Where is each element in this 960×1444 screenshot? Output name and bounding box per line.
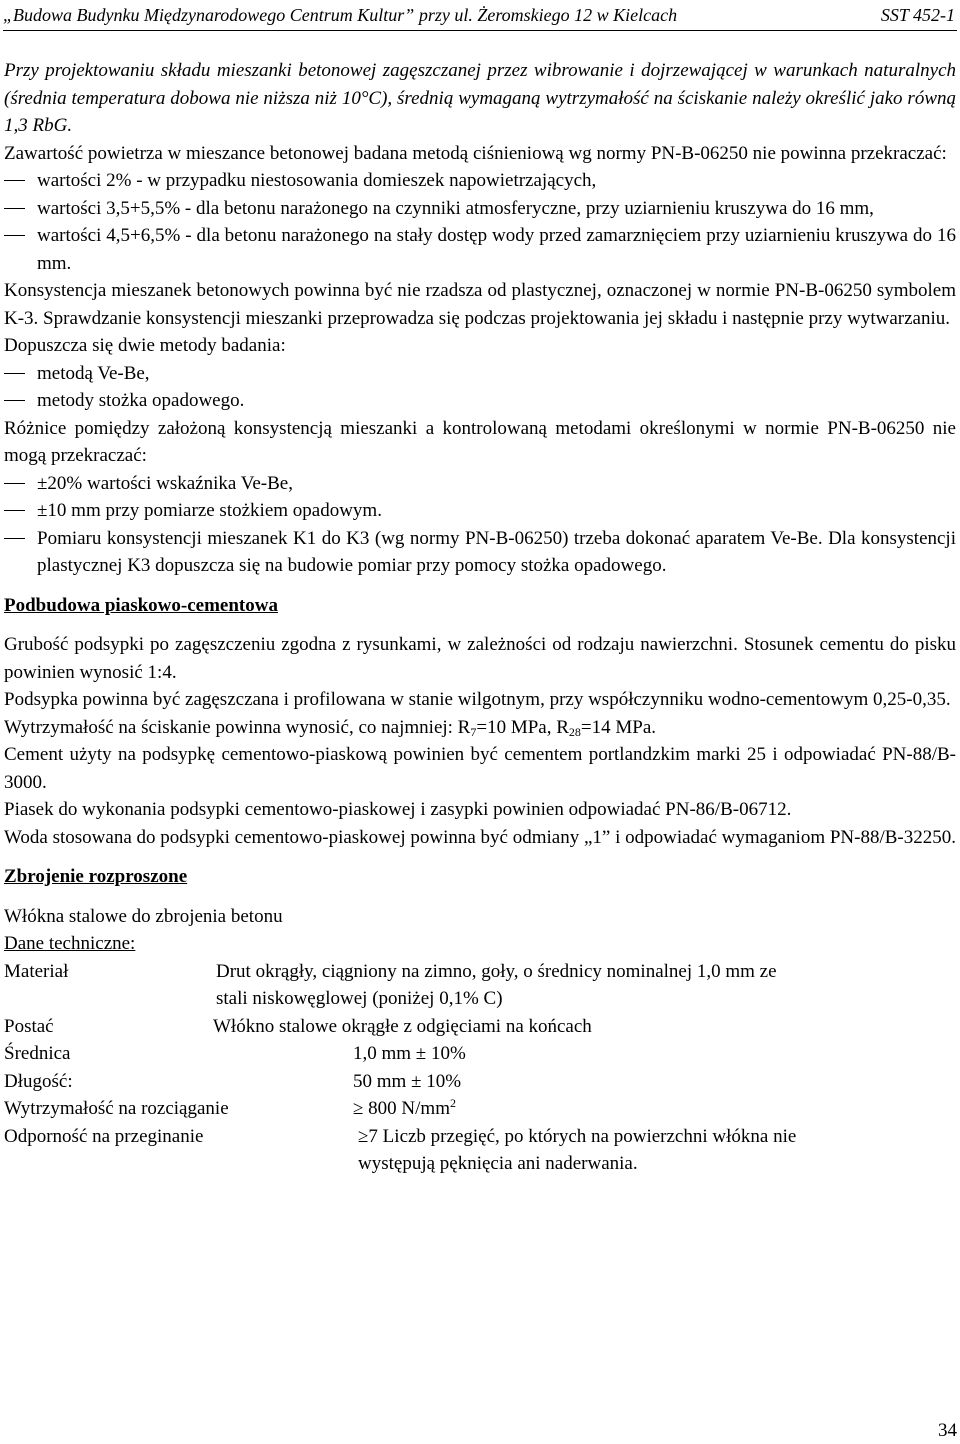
paragraph-sand: Piasek do wykonania podsypki cementowo-piaskowej i zasypki powinien odpowiadać PN-86/B-06712. [4,799,792,820]
paragraph-thickness: Grubość podsypki po zagęszczeniu zgodna z rysunkami, w zależności od rodzaju nawierzchni. Stosunek cementu do pisku powinien wynosić 1:4. [4,634,956,683]
spec-row-diameter: Średnica 1,0 mm ± 10% [4,1043,466,1064]
paragraph-compaction: Podsypka powinna być zagęszczana i profilowana w stanie wilgotnym, przy współczynniku wodno-cementowym 0,25-0,35. [4,689,951,710]
header-doc-code: SST 452-1 [880,5,955,25]
list-item: ±10 mm przy pomiarze stożkiem opadowym. [4,497,956,525]
page-header [3,2,957,31]
paragraph-consistency: Konsystencja mieszanek betonowych powinna być nie rzadsza od plastycznej, oznaczonej w normie PN-B-06250 symbolem K-3. Sprawdzanie konsystencji mieszanki przeprowadza się podczas projektowania jej składu i następnie przy wytwarzaniu. [4,280,956,329]
list-item: metody stożka opadowego. [4,387,956,415]
page-number: 34 [938,1420,957,1441]
tech-spec-table [4,958,956,1178]
dash-bullet-icon [4,195,37,223]
spec-row-bending-cont: występują pęknięcia ani naderwania. [358,1153,638,1174]
list-item: wartości 4,5+6,5% - dla betonu narażonego na stały dostęp wody przed zamarznięciem przy uziarnieniu kruszywa do 16 mm. [4,222,956,277]
paragraph-cement: Cement użyty na podsypkę cementowo-piaskową powinien być cementem portlandzkim marki 25 i odpowiadać PN-88/B-3000. [4,744,956,793]
spec-row-material: Materiał Drut okrągły, ciągniony na zimno, goły, o średnicy nominalnej 1,0 mm ze [4,960,777,982]
paragraph-strength-design: Przy projektowaniu składu mieszanki betonowej zagęszczanej przez wibrowanie i dojrzewającej w warunkach naturalnych (średnia temperatura dobowa nie niższa niż 10°C), średnią wymaganą wytrzymałość na ściskanie należy określić jako równą 1,3 RbG. [4,60,956,136]
spec-row-tensile: Wytrzymałość na rozciąganie ≥ 800 $N/mm^2$ [4,1096,456,1119]
tech-data-label: Dane techniczne: [4,933,136,954]
spec-row-material-cont: stali niskowęglowej (poniżej 0,1% C) [216,988,503,1009]
list-item: wartości 3,5+5,5% - dla betonu narażonego na czynniki atmosferyczne, przy uziarnieniu kruszywa do 16 mm, [4,195,956,223]
paragraph-air-content: Zawartość powietrza w mieszance betonowej badana metodą ciśnieniową wg normy PN-B-06250 nie powinna przekraczać: [4,142,947,164]
document-body [4,57,956,1178]
dash-bullet-icon [4,470,37,498]
list-item: wartości 2% - w przypadku niestosowania domieszek napowietrzających, [4,167,956,195]
dash-bullet-icon [4,497,37,525]
spec-row-bending: Odporność na przeginanie ≥7 Liczb przegięć, po których na powierzchni włókna nie [4,1125,797,1147]
paragraph-differences: Różnice pomiędzy założoną konsystencją mieszanki a kontrolowaną metodami określonymi w normie PN-B-06250 nie mogą przekraczać: [4,417,956,466]
paragraph-compressive-strength: Wytrzymałość na ściskanie powinna wynosić, co najmniej: $R_7=10$ MPa, $R_{28}=14$ MPa. [4,716,657,739]
list-item: ±20% wartości wskaźnika Ve-Be, [4,470,956,498]
paragraph-methods-intro: Dopuszcza się dwie metody badania: [4,335,286,356]
list-item: Pomiaru konsystencji mieszanek K1 do K3 (wg normy PN-B-06250) trzeba dokonać aparatem Ve-Be. Dla konsystencji plastycznej K3 dopuszcza się na budowie pomiar przy pomocy stożka opadowego. [4,525,956,580]
dash-bullet-icon [4,525,37,580]
air-content-list [4,167,956,277]
section-heading-fiber-reinforcement: Zbrojenie rozproszone [4,866,188,887]
header-title: „Budowa Budynku Międzynarodowego Centrum Kultur” przy ul. Żeromskiego 12 w Kielcach [3,5,678,25]
methods-list [4,360,956,415]
dash-bullet-icon [4,167,37,195]
dash-bullet-icon [4,360,37,388]
spec-row-form: Postać Włókno stalowe okrągłe z odgięciami na końcach [4,1015,592,1037]
paragraph-water: Woda stosowana do podsypki cementowo-piaskowej powinna być odmiany „1” i odpowiadać wymaganiom PN-88/B-32250. [4,826,956,848]
dash-bullet-icon [4,222,37,277]
spec-row-length: Długość: 50 mm ± 10% [4,1070,462,1092]
section-heading-sand-base: Podbudowa piaskowo-cementowa [4,594,278,616]
differences-list [4,470,956,580]
list-item: metodą Ve-Be, [4,360,956,388]
paragraph-fiber-intro: Włókna stalowe do zbrojenia betonu [4,905,283,927]
dash-bullet-icon [4,387,37,415]
